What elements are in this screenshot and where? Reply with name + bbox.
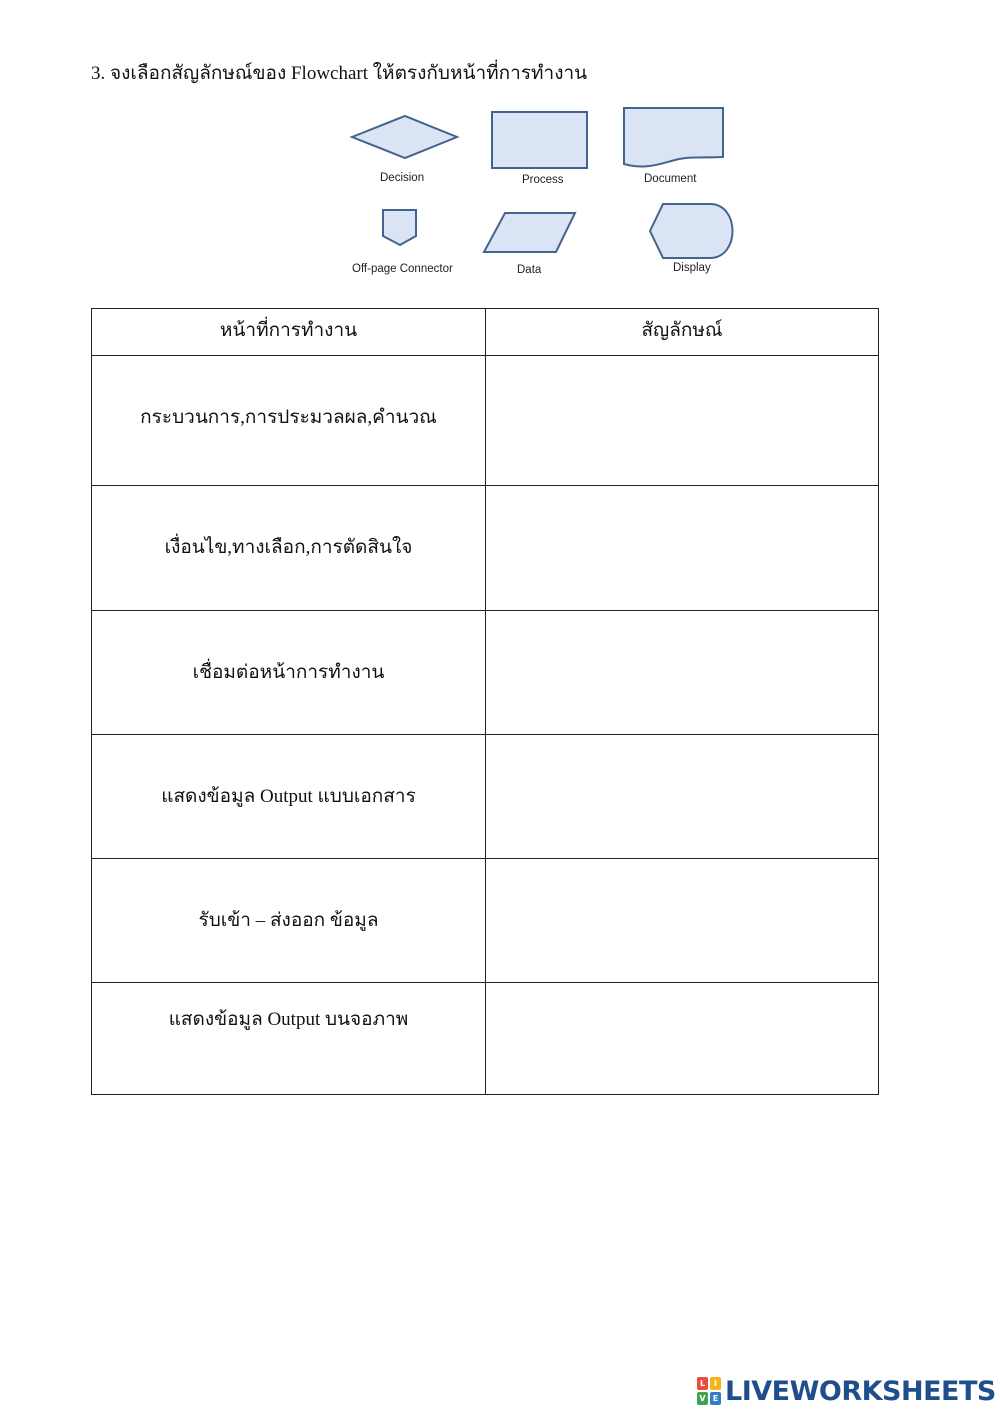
table-row <box>92 356 879 486</box>
decision-shape <box>352 116 457 158</box>
question-text: 3. จงเลือกสัญลักษณ์ของ Flowchart ให้ตรงกับหน้าที่การทำงาน <box>91 63 588 84</box>
table-row <box>92 859 879 983</box>
off-page-connector-shape <box>383 210 416 245</box>
function-cell <box>92 486 486 611</box>
document-shape <box>624 108 723 167</box>
function-text: รับเข้า – ส่งออก ข้อมูล <box>198 910 379 931</box>
logo-tile-v: V <box>697 1392 708 1405</box>
function-cell <box>92 611 486 735</box>
decision-label: Decision <box>380 172 425 184</box>
function-cell <box>92 356 486 486</box>
display-shape <box>650 204 733 258</box>
function-cell <box>92 983 486 1095</box>
liveworksheets-logo-text: LIVEWORKSHEETS <box>725 1375 996 1407</box>
function-text: เงื่อนไข,ทางเลือก,การตัดสินใจ <box>164 537 413 558</box>
off-page-connector-label: Off-page Connector <box>352 263 453 275</box>
symbol-answer-cell[interactable] <box>486 735 879 859</box>
table-row <box>92 486 879 611</box>
data-shape <box>484 213 575 252</box>
symbol-legend-shapes <box>330 100 760 285</box>
liveworksheets-logo <box>697 1374 996 1408</box>
liveworksheets-logo-icon <box>697 1377 721 1405</box>
document-label: Document <box>644 173 697 185</box>
table-row <box>92 735 879 859</box>
symbol-legend <box>330 100 760 285</box>
symbol-answer-cell[interactable] <box>486 859 879 983</box>
logo-tile-l: L <box>697 1377 708 1390</box>
process-label: Process <box>522 174 564 186</box>
function-text: แสดงข้อมูล Output แบบเอกสาร <box>161 786 416 807</box>
table-row <box>92 983 879 1095</box>
header-function: หน้าที่การทำงาน <box>92 309 486 356</box>
function-cell <box>92 735 486 859</box>
answer-table <box>91 308 879 1095</box>
symbol-answer-cell[interactable] <box>486 983 879 1095</box>
function-text: กระบวนการ,การประมวลผล,คำนวณ <box>140 407 437 428</box>
symbol-answer-cell[interactable] <box>486 611 879 735</box>
header-symbol: สัญลักษณ์ <box>486 309 879 356</box>
process-shape <box>492 112 587 168</box>
data-label: Data <box>517 264 542 276</box>
symbol-answer-cell[interactable] <box>486 486 879 611</box>
table-header-row <box>92 309 879 356</box>
function-text: เชื่อมต่อหน้าการทำงาน <box>192 662 385 683</box>
display-label: Display <box>673 262 711 274</box>
table-row <box>92 611 879 735</box>
symbol-answer-cell[interactable] <box>486 356 879 486</box>
logo-tile-e: E <box>710 1392 721 1405</box>
function-cell <box>92 859 486 983</box>
function-text: แสดงข้อมูล Output บนจอภาพ <box>168 1009 409 1030</box>
logo-tile-i: I <box>710 1377 721 1390</box>
